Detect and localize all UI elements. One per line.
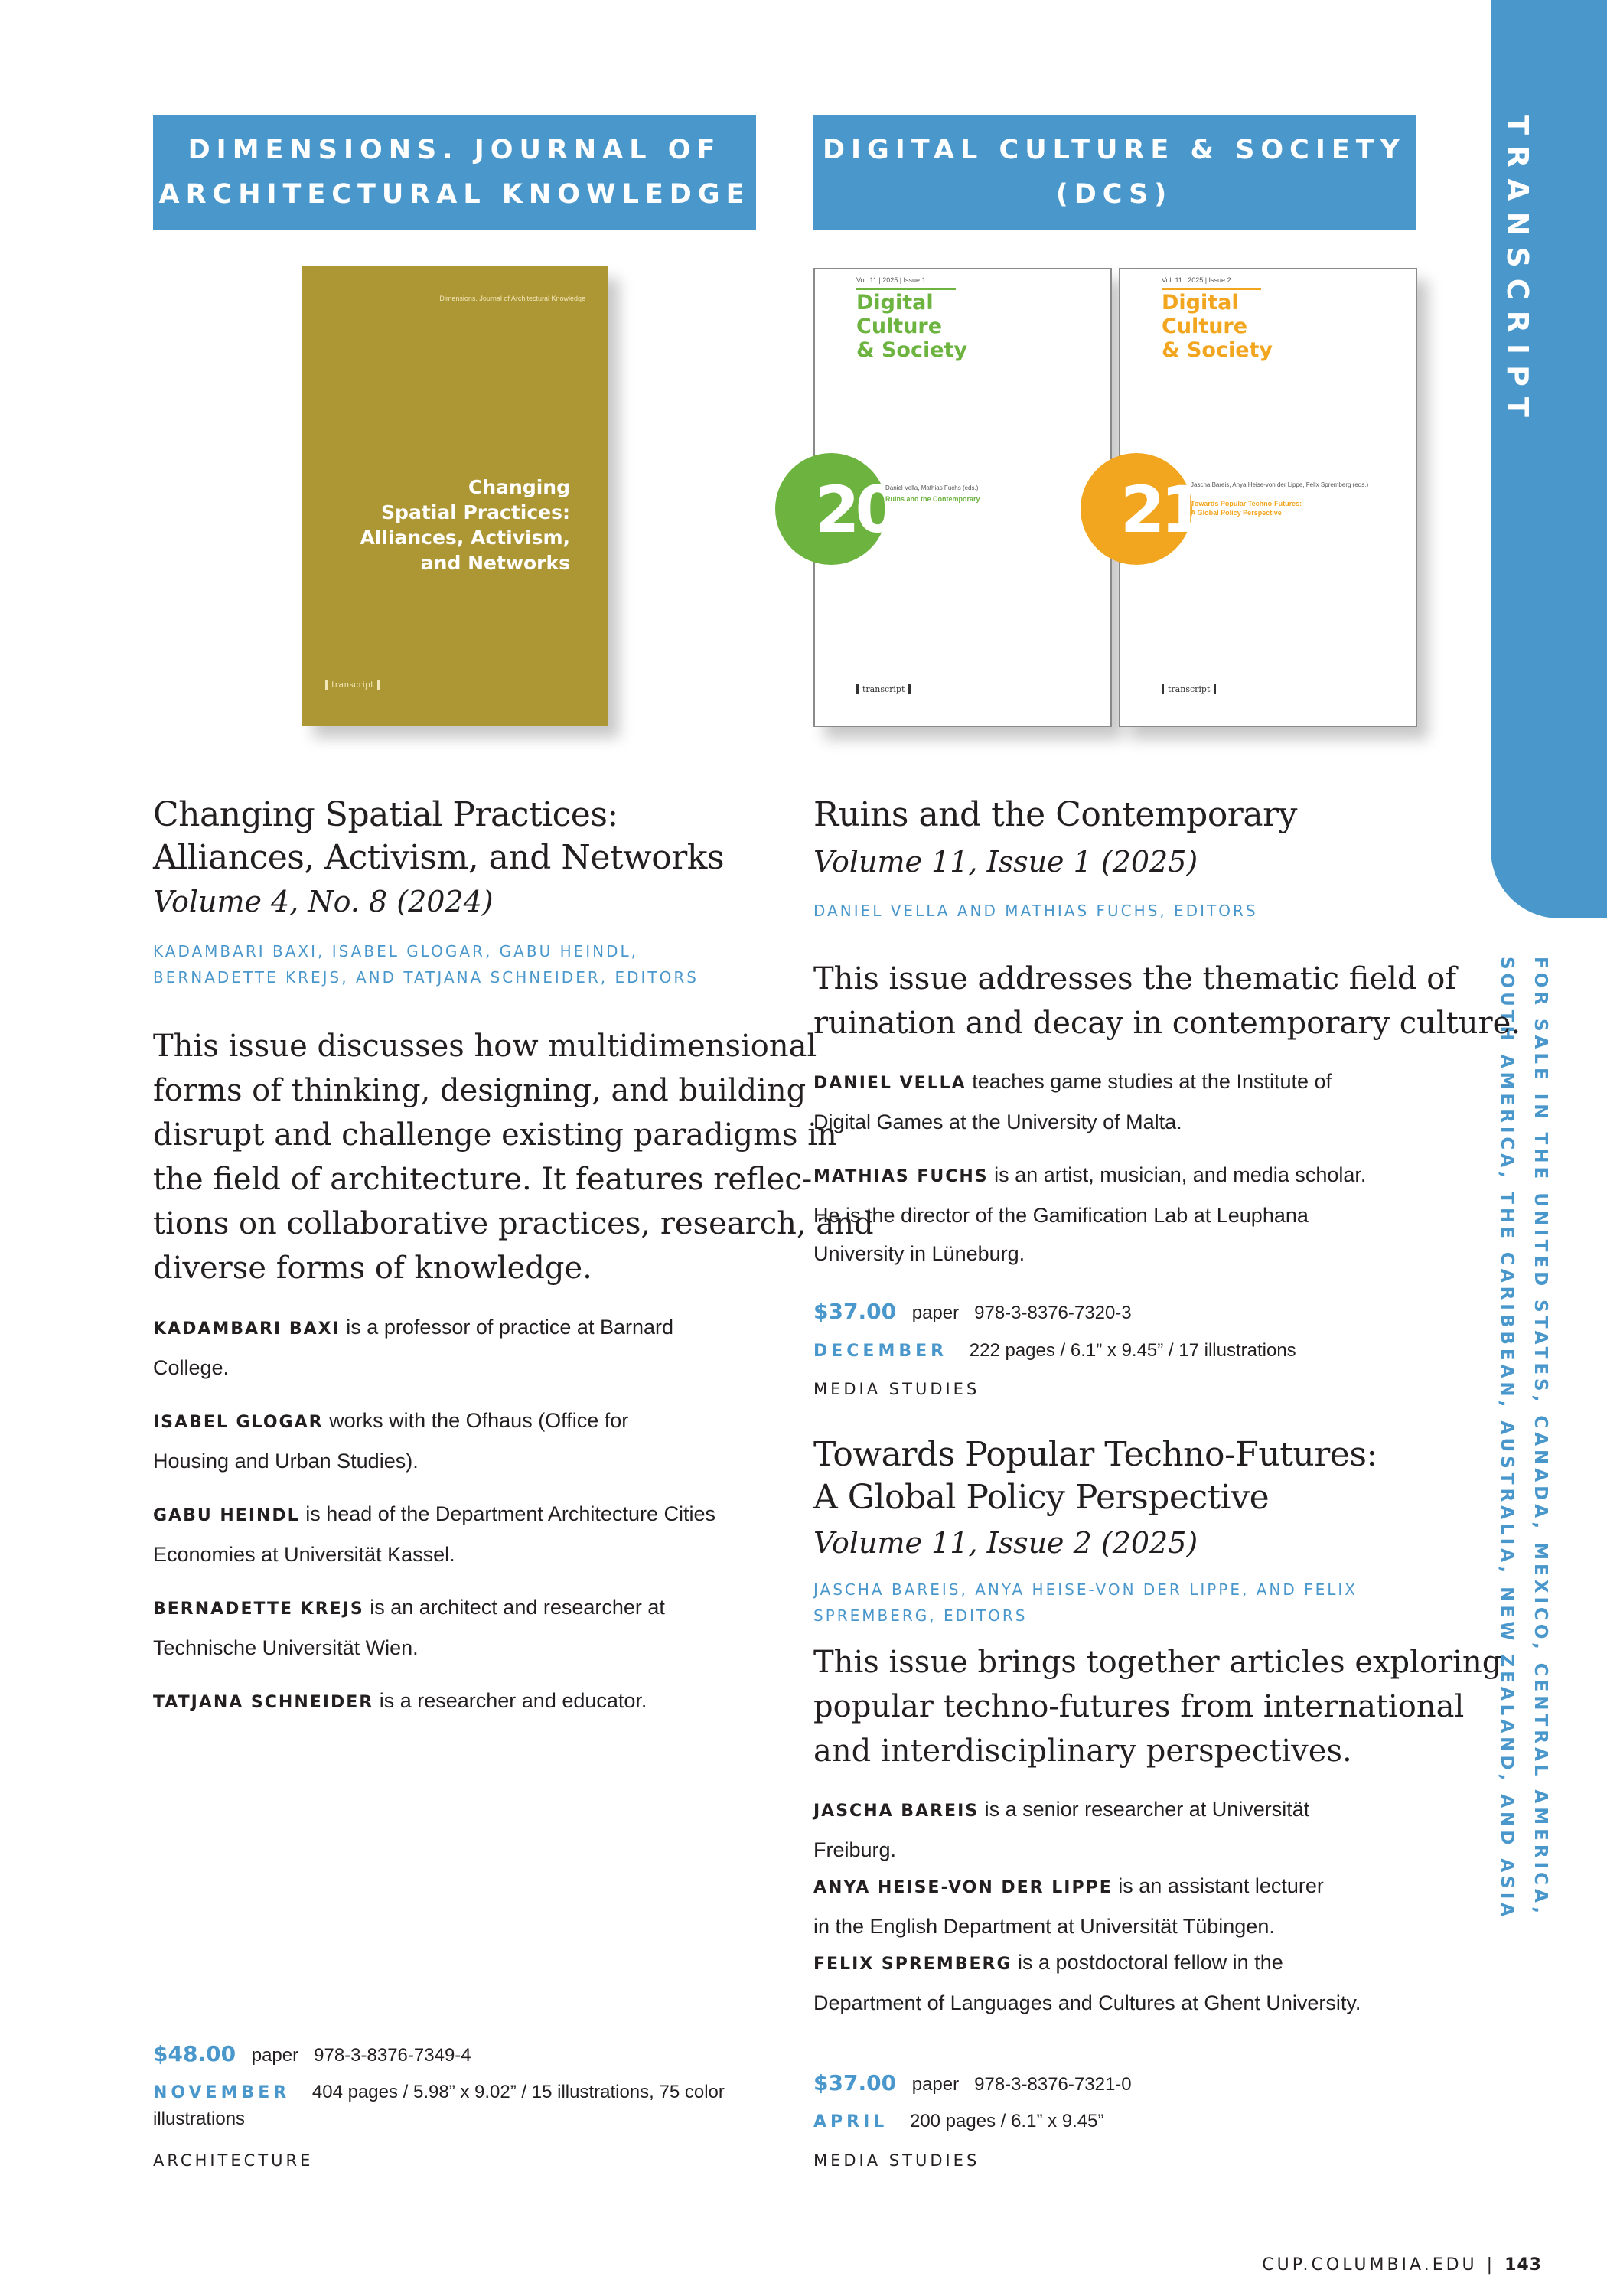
bio-text: is an architect and researcher at xyxy=(370,1596,665,1619)
banner-line-2: ARCHITECTURAL KNOWLEDGE xyxy=(158,179,751,210)
cover-imprint: transcript xyxy=(325,680,380,690)
description-line: This issue discusses how multidimensional xyxy=(153,1029,817,1064)
format: paper xyxy=(911,2074,960,2095)
description-line: This issue brings together articles exploring xyxy=(813,1645,1502,1680)
editors: DANIEL VELLA AND MATHIAS FUCHS, EDITORS xyxy=(813,902,1258,920)
cover-title-line: Digital xyxy=(856,291,934,315)
price-line xyxy=(813,1299,1132,1326)
bio-text: University in Lüneburg. xyxy=(813,1242,1025,1265)
format: paper xyxy=(911,1303,960,1323)
bio-name: JASCHA BAREIS xyxy=(813,1802,980,1821)
cover-title xyxy=(856,291,967,362)
cover-title-line: and Networks xyxy=(420,552,570,574)
bio-text: works with the Ofhaus (Office for xyxy=(329,1409,629,1432)
cover-title-line: Spatial Practices: xyxy=(381,501,570,523)
description-line: forms of thinking, designing, and building xyxy=(153,1073,807,1108)
description-line: disrupt and challenge existing paradigms in xyxy=(153,1117,837,1153)
issue-number: 20 xyxy=(815,472,895,547)
cover-title-line: & Society xyxy=(856,338,968,362)
bio-text: teaches game studies at the Institute of xyxy=(972,1070,1332,1093)
description xyxy=(813,1640,1501,1773)
cover-dcs-issue-1 xyxy=(813,268,1112,727)
cover-subtitle-line: A Global Policy Perspective xyxy=(1191,509,1282,517)
description-line: This issue addresses the thematic field of xyxy=(813,961,1457,996)
editors-line: BERNADETTE KREJS, AND TATJANA SCHNEIDER, EDITORS xyxy=(153,968,699,987)
bio-name: MATHIAS FUCHS xyxy=(813,1167,989,1186)
bio-name: FELIX SPREMBERG xyxy=(813,1955,1012,1974)
cover-title-line: Alliances, Activism, xyxy=(360,527,570,549)
bio-kadambari-baxi xyxy=(153,1308,673,1387)
bio-name: DANIEL VELLA xyxy=(813,1074,966,1093)
cover-header: Dimensions. Journal of Architectural Knowledge xyxy=(439,295,585,302)
subject-category: MEDIA STUDIES xyxy=(813,1380,980,1398)
bio-name: BERNADETTE KREJS xyxy=(153,1600,364,1619)
cover-changing-spatial-practices xyxy=(302,266,608,726)
specs-continued: illustrations xyxy=(153,2108,246,2129)
pub-details xyxy=(813,1338,1296,1365)
bio-text: in the English Department at Universität Tübingen. xyxy=(813,1915,1275,1938)
cover-title xyxy=(348,475,570,576)
cover-imprint: transcript xyxy=(1162,684,1216,694)
cover-title-line: & Society xyxy=(1162,338,1273,362)
specs: 222 pages / 6.1” x 9.45” / 17 illustrations xyxy=(969,1340,1296,1361)
cover-editors: Jascha Bareis, Anya Heise-von der Lippe, Felix Spremberg (eds.) xyxy=(1191,481,1369,488)
banner-line-2: (DCS) xyxy=(1055,179,1173,210)
bio-text: Housing and Urban Studies). xyxy=(153,1450,419,1473)
bio-text: is a postdoctoral fellow in the xyxy=(1018,1951,1283,1974)
price: $37.00 xyxy=(813,1299,897,1324)
specs: 404 pages / 5.98” x 9.02” / 15 illustrations, 75 color xyxy=(311,2082,725,2102)
bio-name: ISABEL GLOGAR xyxy=(153,1413,324,1432)
price: $48.00 xyxy=(153,2041,236,2066)
territory-note: FOR SALE IN THE UNITED STATES, CANADA, MEXICO, CENTRAL AMERICA, SOUTH AMERICA, THE CARIBBEAN, AUSTRALIA, NEW ZEALAND, AND ASIA xyxy=(1497,957,1550,1921)
bio-text: Technische Universität Wien. xyxy=(153,1636,419,1659)
cover-imprint: transcript xyxy=(856,684,911,694)
pub-details xyxy=(153,2079,725,2106)
isbn: 978-3-8376-7321-0 xyxy=(974,2074,1132,2095)
cover-title-line: Digital xyxy=(1162,291,1239,315)
bio-name: GABU HEINDL xyxy=(153,1506,300,1525)
bio-text: College. xyxy=(153,1356,230,1379)
title-line: Changing Spatial Practices: xyxy=(153,795,618,834)
bio-text: is a professor of practice at Barnard xyxy=(346,1316,673,1339)
footer-separator: | xyxy=(1486,2255,1496,2275)
banner-line-1: DIMENSIONS. JOURNAL OF xyxy=(187,135,722,165)
pub-month: APRIL xyxy=(813,2112,888,2131)
bio-anya-heise-von-der-lippe xyxy=(813,1867,1324,1945)
editors-line: SPREMBERG, EDITORS xyxy=(813,1606,1028,1625)
bio-name: ANYA HEISE-VON DER LIPPE xyxy=(813,1878,1113,1897)
cover-header: Vol. 11 | 2025 | Issue 1 xyxy=(856,276,926,284)
website-link[interactable]: CUP.COLUMBIA.EDU xyxy=(1262,2255,1478,2275)
editors xyxy=(813,1577,1358,1629)
bio-gabu-heindl xyxy=(153,1495,715,1574)
isbn: 978-3-8376-7349-4 xyxy=(314,2045,471,2066)
book-title-techno-futures xyxy=(813,1433,1377,1519)
volume-info: Volume 4, No. 8 (2024) xyxy=(153,885,494,918)
format: paper xyxy=(251,2045,299,2066)
description-line: popular techno-futures from international xyxy=(813,1689,1465,1724)
volume-info: Volume 11, Issue 2 (2025) xyxy=(813,1526,1198,1560)
volume-info: Volume 11, Issue 1 (2025) xyxy=(813,845,1198,879)
bio-text: Economies at Universität Kassel. xyxy=(153,1543,455,1566)
cover-subtitle: Ruins and the Contemporary xyxy=(885,495,980,503)
description-line: tions on collaborative practices, research, and xyxy=(153,1206,874,1241)
bio-bernadette-krejs xyxy=(153,1588,665,1667)
bio-mathias-fuchs xyxy=(813,1156,1366,1273)
title-line: A Global Policy Perspective xyxy=(813,1478,1270,1517)
editors-line: JASCHA BAREIS, ANYA HEISE-VON DER LIPPE, AND FELIX xyxy=(813,1580,1358,1599)
bio-text: Freiburg. xyxy=(813,1838,897,1861)
bio-text: is an artist, musician, and media scholar. xyxy=(994,1163,1367,1186)
bio-text: is an assistant lecturer xyxy=(1118,1874,1324,1897)
journal-banner-dimensions xyxy=(153,115,756,230)
bio-text: is a researcher and educator. xyxy=(379,1689,647,1712)
cover-title xyxy=(1162,291,1273,362)
cover-subtitle-line: Towards Popular Techno-Futures: xyxy=(1191,500,1302,507)
description-line: the field of architecture. It features reflec- xyxy=(153,1162,813,1197)
title-line: Alliances, Activism, and Networks xyxy=(153,838,725,877)
description-line: diverse forms of knowledge. xyxy=(153,1251,592,1286)
bio-tatjana-schneider xyxy=(153,1681,647,1722)
description xyxy=(813,957,1521,1045)
bio-felix-spremberg xyxy=(813,1943,1361,2022)
cover-title-line: Changing xyxy=(468,476,570,498)
book-title-changing-spatial-practices xyxy=(153,794,724,879)
bio-daniel-vella xyxy=(813,1062,1332,1141)
specs: 200 pages / 6.1” x 9.45” xyxy=(909,2111,1104,2131)
isbn: 978-3-8376-7320-3 xyxy=(974,1303,1132,1323)
cover-rule xyxy=(856,288,956,290)
issue-number: 21 xyxy=(1120,472,1201,547)
cover-title-line: Culture xyxy=(856,315,943,338)
bio-name: TATJANA SCHNEIDER xyxy=(153,1693,374,1712)
page-footer xyxy=(1262,2255,1542,2275)
cover-rule xyxy=(1162,288,1261,290)
price: $37.00 xyxy=(813,2070,897,2095)
pub-month: NOVEMBER xyxy=(153,2083,291,2102)
bio-name: KADAMBARI BAXI xyxy=(153,1319,341,1339)
cover-editors: Daniel Vella, Mathias Fuchs (eds.) xyxy=(885,484,979,491)
bio-text: Department of Languages and Cultures at Ghent University. xyxy=(813,1991,1361,2014)
description-line: and interdisciplinary perspectives. xyxy=(813,1733,1352,1769)
price-line xyxy=(813,2070,1132,2098)
cover-subtitle xyxy=(1191,499,1390,517)
bio-text: is head of the Department Architecture Cities xyxy=(305,1502,715,1525)
pub-month: DECEMBER xyxy=(813,1342,948,1361)
pub-details xyxy=(813,2108,1103,2135)
bio-text: is a senior researcher at Universität xyxy=(984,1798,1310,1821)
subject-category: ARCHITECTURE xyxy=(153,2151,314,2170)
editors xyxy=(153,938,699,990)
cover-title-line: Culture xyxy=(1162,315,1248,338)
cover-header: Vol. 11 | 2025 | Issue 2 xyxy=(1162,276,1231,284)
bio-isabel-glogar xyxy=(153,1401,628,1480)
description-line: ruination and decay in contemporary culture. xyxy=(813,1006,1521,1041)
subject-category: MEDIA STUDIES xyxy=(813,2151,980,2170)
title-line: Towards Popular Techno-Futures: xyxy=(813,1435,1377,1474)
book-title-ruins: Ruins and the Contemporary xyxy=(813,795,1297,834)
bio-text: Digital Games at the University of Malta. xyxy=(813,1110,1182,1133)
page-number: 143 xyxy=(1504,2255,1542,2275)
price-line xyxy=(153,2041,471,2069)
editors-line: KADAMBARI BAXI, ISABEL GLOGAR, GABU HEINDL, xyxy=(153,942,638,960)
journal-banner-dcs xyxy=(813,115,1416,230)
bio-jascha-bareis xyxy=(813,1790,1309,1869)
cover-dcs-issue-2 xyxy=(1119,268,1417,727)
description xyxy=(153,1024,874,1290)
banner-line-1: DIGITAL CULTURE & SOCIETY xyxy=(822,135,1407,165)
publisher-label: TRANSCRIPT PUBLISHING xyxy=(1462,115,1534,428)
bio-text: He is the director of the Gamification Lab at Leuphana xyxy=(813,1204,1309,1227)
